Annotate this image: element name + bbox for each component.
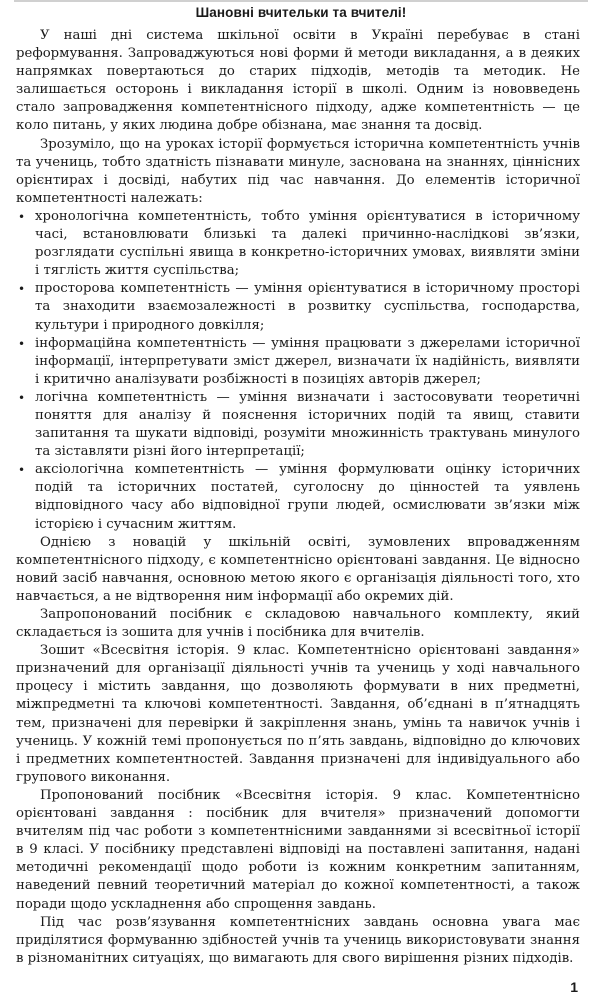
list-item — [16, 280, 580, 334]
bullet-icon: • — [18, 390, 26, 405]
list-item — [16, 208, 580, 280]
list-item — [16, 461, 580, 533]
paragraph: Зрозуміло, що на уроках історії формується історична компетентність учнів та учениць, тобто здатність пізнавати минуле, заснована на знаннях, ціннісних орієнтирах і досвіді, набутих під час навчання. До елементів історичної компетентності належать: — [16, 136, 580, 206]
bullet-icon: • — [18, 463, 26, 478]
paragraph: Пропонований посібник «Всесвітня історія. 9 клас. Компетентнісно орієнтовані завдання : посібник для вчителя» призначений допомогти вчителям під час роботи з компетентнісними завданнями зі всесвітньої історії в 9 класі. У посібнику представлені відповіді на поставлені запитання, надані методичні рекомендації щодо роботи із кожним конкретним запитанням, наведений певний теоретичний матеріал до кожної компетентності, а також поради щодо ускладнення або спрощення завдань. — [16, 787, 580, 912]
list-item — [16, 389, 580, 461]
list-item-text: хронологічна компетентність, тобто уміння орієнтуватися в історичному часі, встановлювати близькі та далекі причинно-наслідкові зв’язки, розглядати суспільні явища в конкретно-історичних умовах, виявляти зміни і тяглість життя суспільства; — [35, 208, 580, 279]
bullet-icon: • — [18, 336, 26, 351]
list-item — [16, 335, 580, 389]
page-title: Шановні вчительки та вчителі! — [195, 5, 407, 20]
competence-list — [16, 208, 580, 534]
body-text — [16, 27, 580, 968]
paragraph: У наші дні система шкільної освіти в Україні перебуває в стані реформування. Запроваджуються нові форми й методи викладання, а в деяких напрямках повертаються до старих підходів, методів та методик. Не залишається осторонь і викладання історії в школі. Одним із нововведень стало запровадження компетентнісного підходу, адже компетентність — це коло питань, у яких людина добре обізнана, має знання та досвід. — [16, 28, 580, 134]
list-item-text: інформаційна компетентність — уміння працювати з джерелами історичної інформації, інтерпретувати зміст джерел, визначати їх надійність, виявляти і критично аналізувати розбіжності в позиціях авторів джерел; — [35, 335, 580, 387]
bullet-icon: • — [18, 209, 26, 224]
page-number: 1 — [570, 979, 578, 995]
paragraph: Під час розв’язування компетентнісних завдань основна увага має приділятися формуванню здібностей учнів та учениць використовувати знання в різноманітних ситуаціях, що вимагають для свого вирішення різних підходів. — [16, 914, 580, 966]
paragraph: Однією з новацій у шкільній освіті, зумовлених впровадженням компетентнісного підходу, є компетентнісно орієнтовані завдання. Це відносно новий засіб навчання, основною метою якого є організація діяльності того, хто навчається, а не відтворення ним інформації або окремих дій. — [16, 534, 580, 604]
top-rule — [14, 0, 588, 2]
list-item-text: просторова компетентність — уміння орієнтуватися в історичному просторі та знаходити взаємозалежності в розвитку суспільства, господарства, культури і природного довкілля; — [35, 281, 580, 333]
paragraph: Запропонований посібник є складовою навчального комплекту, який складається із зошита для учнів і посібника для вчителів. — [16, 607, 580, 641]
list-item-text: аксіологічна компетентність — уміння формулювати оцінку історичних подій та історичних постатей, суголосну до цінностей та уявлень відповідного часу або відповідної групи людей, осмислювати зв’язки між історією і сучасним життям. — [35, 462, 580, 532]
list-item-text: логічна компетентність — уміння визначати і застосовувати теоретичні поняття для аналізу й пояснення історичних подій та явищ, ставити запитання та шукати відповіді, розуміти множинність трактувань минулого та зіставляти різні його інтерпретації; — [35, 389, 580, 460]
paragraph: Зошит «Всесвітня історія. 9 клас. Компетентнісно орієнтовані завдання» призначений для організації діяльності учнів та учениць у ході навчального процесу і містить завдання, що дозволяють формувати в них предметні, міжпредметні та ключові компетентності. Завдання, об’єднані в п’ятнадцять тем, призначені для перевірки й закріплення знань, умінь та навичок учнів і учениць. У кожній темі пропонується по п’ять завдань, відповідно до ключових і предметних компетентностей. Завдання призначені для індивідуального або групового виконання. — [16, 643, 580, 785]
bullet-icon: • — [18, 282, 26, 297]
